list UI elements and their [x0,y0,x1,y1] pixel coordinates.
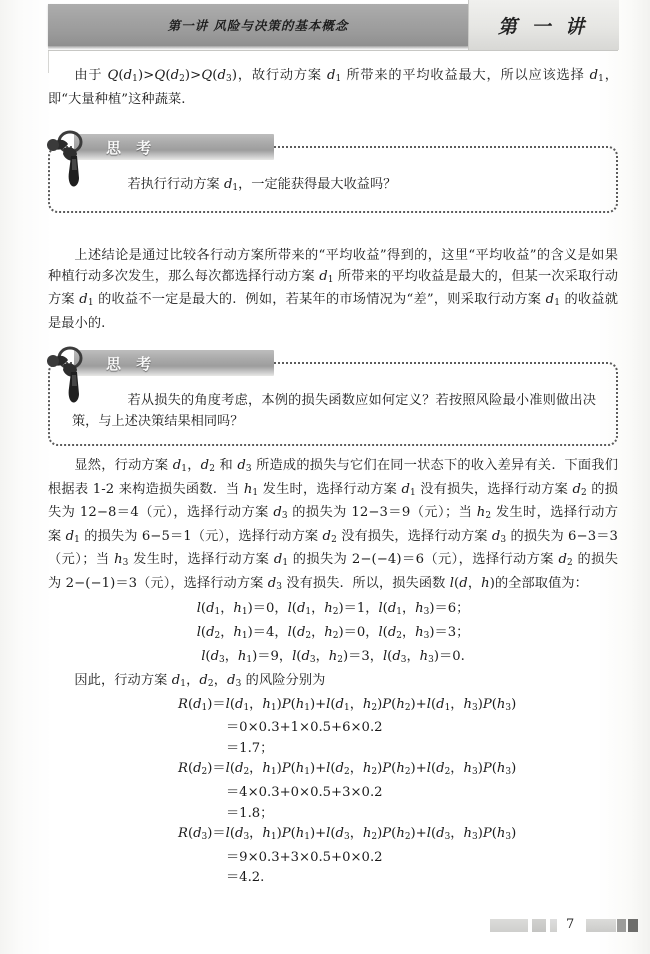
think-tag-label-1: 思 考 [106,138,157,157]
think-question-1: 若执行行动方案 $d_1$，一定能获得最大收益吗？ [127,177,397,193]
page-header [0,0,650,56]
risk-equation-2-line-2: ＝4×0.3+0×0.5+3×0.2 [226,784,383,800]
footer-bar-5 [617,919,626,932]
paragraph-1-block [48,66,618,110]
risk-equation-3-line-3: ＝4.2. [226,870,265,886]
footer-bar-4 [586,919,616,932]
corner-tab-label: 第 一 讲 [497,15,589,38]
paragraph-1: 由于 $Q(d_1)>Q(d_2)>Q(d_3)$，故行动方案 $d_1$ 所带来的平均收益最大，所以应该选择 $d_1$，即“大量种植”这种蔬菜. [48,68,618,107]
page-number: 7 [566,917,575,932]
risk-equation-1-line-3: ＝1.7； [226,740,274,756]
loss-equation-row-1: $l(d_1$，$h_1)=0$，$l(d_1$，$h_2)=1$，$l(d_1$，$h_3)=6$； [196,601,470,618]
think-text-2 [50,364,616,444]
risk-equation-3-line-1: $R(d_3)=l(d_3$，$h_1)P(h_1)+l(d_3$，$h_2)P(h_2)+l(d_3$，$h_3)P(h_3)$ [178,826,517,843]
risk-equation-1-line-1: $R(d_1)=l(d_1$，$h_1)P(h_1)+l(d_1$，$h_2)P(h_2)+l(d_1$，$h_3)P(h_3)$ [178,696,517,713]
paragraph-4: 因此，行动方案 $d_1$，$d_2$，$d_3$ 的风险分别为 [74,673,326,690]
page-footer [0,910,650,932]
risk-equation-2-line-1: $R(d_2)=l(d_2$，$h_1)P(h_1)+l(d_2$，$h_2)P(h_2)+l(d_2$，$h_3)P(h_3)$ [178,761,517,778]
paragraph-2: 上述结论是通过比较各行动方案所带来的“平均收益”得到的，这里“平均收益”的含义是如果种植行动多次发生，那么每次都选择行动方案 $d_1$ 所带来的平均收益是最大的，但某一次采取行动方案 $d_1$ 的收益不一定是最大的. 例如，若某年的市场情况为“差”，则采取行动方案 $d_1$ 的收益就是最小的. [48,248,619,331]
risk-equation-2-line-3: ＝1.8； [226,805,274,821]
footer-bar-3 [550,919,557,932]
risk-equation-1-line-2: ＝0×0.3+1×0.5+6×0.2 [226,720,383,736]
header-rule [48,50,618,51]
think-tag-label-2: 思 考 [106,354,157,373]
think-box-1 [48,138,618,213]
paragraph-3-block [48,456,618,889]
loss-equation-row-3: $l(d_3$，$h_1)=9$，$l(d_3$，$h_2)=3$，$l(d_3$，$h_3)=0$. [201,648,465,665]
chapter-title: 第一讲 风险与决策的基本概念 [167,18,349,33]
footer-bar-2 [532,919,546,932]
risk-equation-3-line-2: ＝9×0.3+3×0.5+0×0.2 [226,849,383,865]
think-question-2: 若从损失的角度考虑，本例的损失函数应如何定义？若按照风险最小准则做出决策，与上述决策结果相同吗？ [72,393,596,429]
paragraph-2-block [48,246,618,334]
footer-bar-6 [628,919,638,932]
paragraph-3: 显然，行动方案 $d_1$，$d_2$ 和 $d_3$ 所造成的损失与它们在同一状态下的收入差异有关. 下面我们根据表 1-2 来构造损失函数. 当 $h_1$ 发生时，选择行动方案 $d_1$ 没有损失，选择行动方案 $d_2$ 的损失为 12−8＝4（元），选择行动方案 $d_3$ 的损失为 12−3＝9（元）；当 $h_2$ 发生时，选择行动方案 $d_1$ 的损失为 6−5＝1（元），选择行动方案 $d_2$ 没有损失，选择行动方案 $d_3$ 的损失为 6−3＝3（元）；当 $h_3$ 发生时，选择行动方案 $d_1$ 的损失为 2−(−4)＝6（元），选择行动方案 $d_2$ 的损失为 2−(−1)＝3（元），选择行动方案 $d_3$ 没有损失. 所以，损失函数 l(d，h)的全部取值为： [48,458,619,592]
footer-bar-1 [490,919,528,932]
loss-equation-row-2: $l(d_2$，$h_1)=4$，$l(d_2$，$h_2)=0$，$l(d_2$，$h_3)=3$； [196,624,470,641]
think-box-2 [48,354,618,446]
